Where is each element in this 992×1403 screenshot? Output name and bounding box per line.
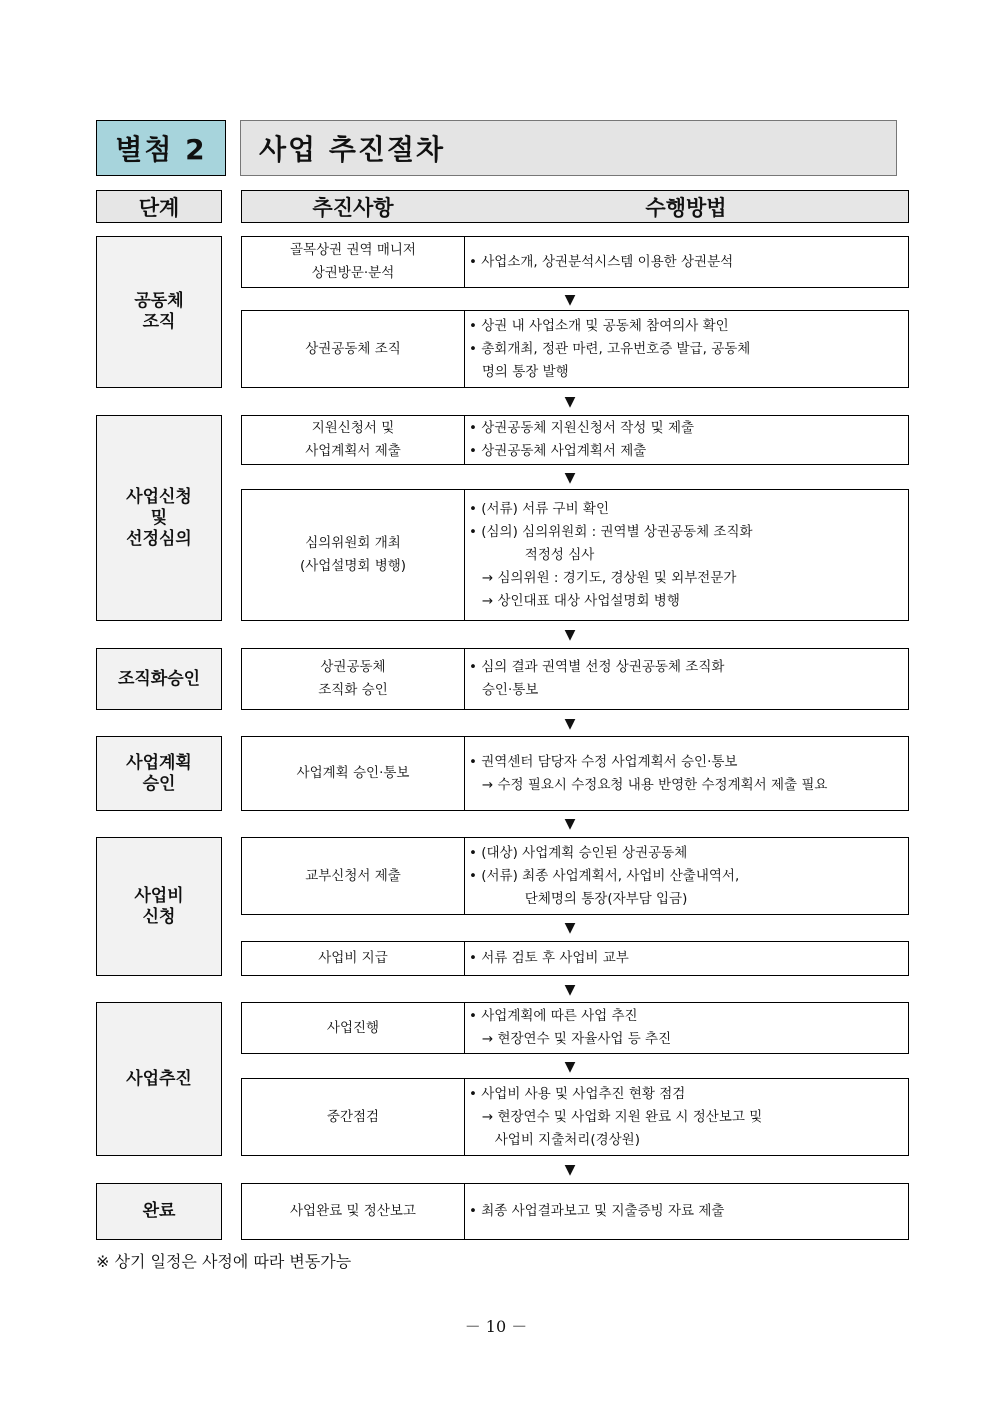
method-cell xyxy=(464,837,909,915)
step-cell: 심의위원회 개최 (사업설명회 병행) xyxy=(241,489,465,621)
method-line: → 현장연수 및 사업화 지원 완료 시 정산보고 및 xyxy=(469,1108,763,1125)
flow-arrow-icon: ▼ xyxy=(564,982,576,998)
method-line: • 총회개최, 정관 마련, 고유번호증 발급, 공동체 xyxy=(469,340,751,357)
method-cell xyxy=(464,1078,909,1156)
flow-arrow-icon: ▼ xyxy=(564,394,576,410)
method-cell xyxy=(464,736,909,811)
method-cell xyxy=(464,648,909,710)
section-title: 사업 추진절차 xyxy=(240,120,897,176)
method-line: • 사업소개, 상권분석시스템 이용한 상권분석 xyxy=(469,253,734,270)
stage-organization-approval: 조직화승인 xyxy=(96,648,222,710)
method-line: 사업비 지출처리(경상원) xyxy=(469,1131,640,1148)
appendix-label: 별첨 2 xyxy=(96,120,226,176)
method-cell xyxy=(464,489,909,621)
footnote: ※ 상기 일정은 사정에 따라 변동가능 xyxy=(96,1252,352,1271)
step-cell: 상권공동체 조직 xyxy=(241,310,465,388)
stage-community-organization: 공동체 조직 xyxy=(96,236,222,388)
header-stage: 단계 xyxy=(96,190,222,223)
method-line: • (대상) 사업계획 승인된 상권공동체 xyxy=(469,844,688,861)
method-cell xyxy=(464,1183,909,1240)
flow-arrow-icon: ▼ xyxy=(564,716,576,732)
method-cell xyxy=(464,1002,909,1054)
stage-budget-application: 사업비 신청 xyxy=(96,837,222,976)
stage-completion: 완료 xyxy=(96,1183,222,1240)
flow-arrow-icon: ▼ xyxy=(564,470,576,486)
method-cell xyxy=(464,415,909,465)
step-cell: 사업진행 xyxy=(241,1002,465,1054)
page-number: － 10 － xyxy=(464,1317,528,1336)
method-cell xyxy=(464,310,909,388)
method-line: → 심의위원 : 경기도, 경상원 및 외부전문가 xyxy=(469,569,737,586)
method-line: → 상인대표 대상 사업설명회 병행 xyxy=(469,592,680,609)
flow-arrow-icon: ▼ xyxy=(564,627,576,643)
method-line: 단체명의 통장(자부담 입금) xyxy=(469,890,688,907)
header-method: 수행방법 xyxy=(464,190,909,223)
method-line: • 서류 검토 후 사업비 교부 xyxy=(469,950,629,966)
method-line: • 상권공동체 지원신청서 작성 및 제출 xyxy=(469,420,695,436)
step-cell: 상권공동체 조직화 승인 xyxy=(241,648,465,710)
step-cell: 중간점검 xyxy=(241,1078,465,1156)
method-cell xyxy=(464,236,909,288)
method-line: 승인·통보 xyxy=(469,682,539,698)
method-line: • (심의) 심의위원회 : 권역별 상권공동체 조직화 xyxy=(469,523,753,540)
method-line: • (서류) 최종 사업계획서, 사업비 산출내역서, xyxy=(469,867,740,884)
method-line: • 사업비 사용 및 사업추진 현황 점검 xyxy=(469,1085,686,1102)
method-line: • 상권공동체 사업계획서 제출 xyxy=(469,443,647,459)
method-line: • 상권 내 사업소개 및 공동체 참여의사 확인 xyxy=(469,317,729,334)
flow-arrow-icon: ▼ xyxy=(564,1059,576,1075)
method-line: • 권역센터 담당자 수정 사업계획서 승인·통보 xyxy=(469,753,738,770)
step-cell: 사업비 지급 xyxy=(241,941,465,976)
step-cell: 사업계획 승인·통보 xyxy=(241,736,465,811)
method-line: • 최종 사업결과보고 및 지출증빙 자료 제출 xyxy=(469,1203,725,1219)
step-cell: 지원신청서 및 사업계획서 제출 xyxy=(241,415,465,465)
flow-arrow-icon: ▼ xyxy=(564,1162,576,1178)
method-line: 명의 통장 발행 xyxy=(469,363,569,380)
flow-arrow-icon: ▼ xyxy=(564,920,576,936)
step-cell: 사업완료 및 정산보고 xyxy=(241,1183,465,1240)
method-line: → 수정 필요시 수정요청 내용 반영한 수정계획서 제출 필요 xyxy=(469,776,828,793)
flow-arrow-icon: ▼ xyxy=(564,292,576,308)
step-cell: 교부신청서 제출 xyxy=(241,837,465,915)
method-line: 적정성 심사 xyxy=(469,546,595,563)
flow-arrow-icon: ▼ xyxy=(564,816,576,832)
stage-project-execution: 사업추진 xyxy=(96,1002,222,1156)
method-line: • (서류) 서류 구비 확인 xyxy=(469,500,609,517)
stage-application-review: 사업신청 및 선정심의 xyxy=(96,415,222,621)
header-step: 추진사항 xyxy=(241,190,465,223)
stage-plan-approval: 사업계획 승인 xyxy=(96,736,222,811)
method-line: • 심의 결과 권역별 선정 상권공동체 조직화 xyxy=(469,659,725,675)
method-line: → 현장연수 및 자율사업 등 추진 xyxy=(469,1031,672,1047)
step-cell: 골목상권 권역 매니저 상권방문·분석 xyxy=(241,236,465,288)
method-line: • 사업계획에 따른 사업 추진 xyxy=(469,1008,638,1024)
method-cell xyxy=(464,941,909,976)
